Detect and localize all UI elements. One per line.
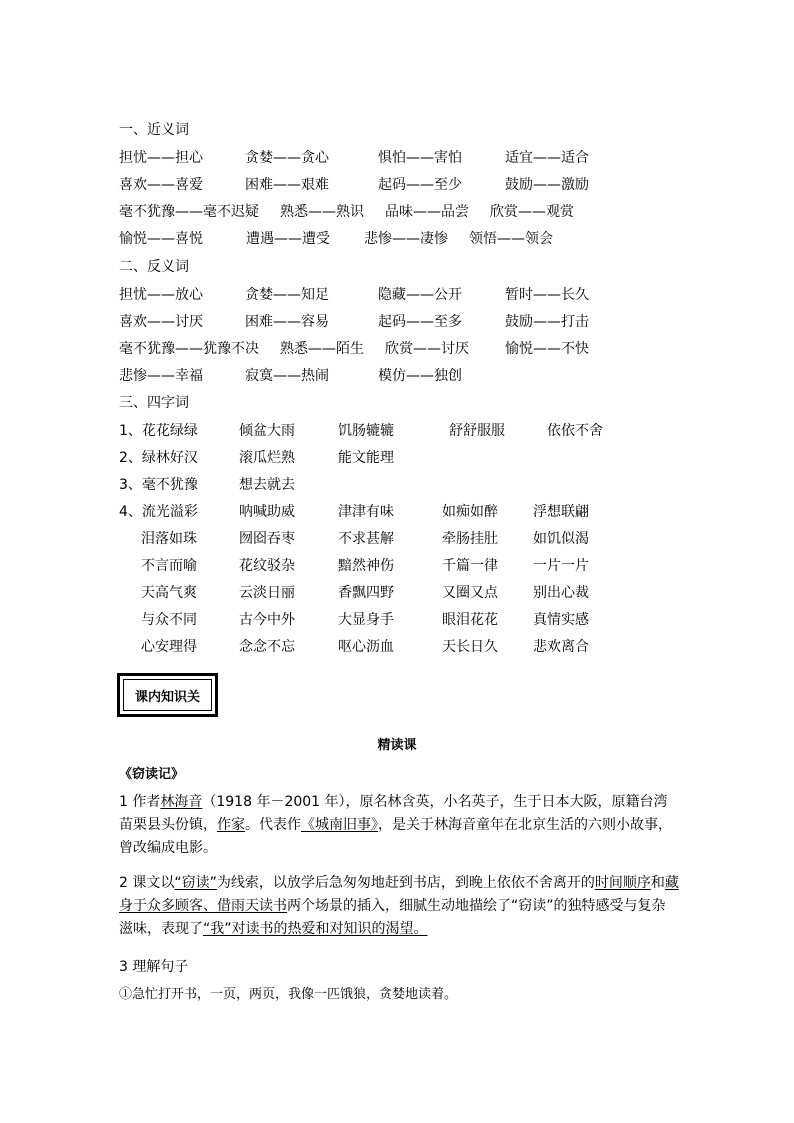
clue-term: “窃读” (174, 875, 217, 891)
idiom: 与众不同 (141, 612, 197, 628)
idiom: 2、绿林好汉 (119, 450, 198, 466)
idiom: 依依不舍 (547, 423, 603, 439)
idiom: 呕心沥血 (338, 639, 394, 655)
idiom: 古今中外 (239, 612, 295, 628)
synonym-pair: 欣赏——观赏 (490, 204, 574, 220)
idiom: 真情实感 (533, 612, 589, 628)
antonym-pair: 隐藏——公开 (378, 287, 462, 303)
idiom: 如痴如醉 (442, 504, 498, 520)
paragraph-summary: 2 课文以“窃读”为线索，以放学后急匆匆地赶到书店，到晚上依依不舍离开的时间顺序和藏身于众多顾客、借雨天读书两个场景的插入，细腻生动地描绘了“窃读”的独特感受与复杂滋味，表现了“我”对读书的热爱和对知识的渴望。 (119, 875, 679, 937)
synonym-pair: 领悟——领会 (469, 231, 553, 247)
idiom: 心安理得 (141, 639, 197, 655)
reading-title: 精读课 (377, 738, 417, 753)
synonym-pair: 毫不犹豫——毫不迟疑 (119, 204, 259, 220)
idiom: 念念不忘 (239, 639, 295, 655)
synonym-pair: 熟悉——熟识 (280, 204, 364, 220)
synonym-pair: 喜欢——喜爱 (119, 177, 203, 193)
synonym-pair: 起码——至少 (378, 177, 462, 193)
idiom: 眼泪花花 (442, 612, 498, 628)
masterpiece-title: 《城南旧事》 (301, 817, 378, 833)
idiom: 花纹驳杂 (239, 558, 295, 574)
synonym-pair: 悲惨——凄惨 (364, 231, 448, 247)
idiom: 3、毫不犹豫 (119, 477, 198, 493)
idiom: 津津有味 (338, 504, 394, 520)
idiom: 囫囵吞枣 (239, 531, 295, 547)
idiom: 香飘四野 (338, 585, 394, 601)
synonym-pair: 适宜——适合 (505, 150, 589, 166)
paragraph-author: 1 作者林海音（1918 年－2001 年），原名林含英，小名英子，生于日本大阪，原籍台湾苗栗县头份镇，作家。代表作《城南旧事》，是关于林海音童年在北京生活的六则小故事，曾改编成电影。 (119, 794, 672, 856)
synonym-pair: 品味——品尝 (385, 204, 469, 220)
idiom: 倾盆大雨 (239, 423, 295, 439)
theme-term: “我”对读书的热爱和对知识的渴望。 (203, 921, 428, 937)
idiom: 别出心裁 (533, 585, 589, 601)
synonym-pair: 遭遇——遭受 (246, 231, 330, 247)
synonym-pair: 担忧——担心 (119, 150, 203, 166)
antonym-pair: 困难——容易 (245, 314, 329, 330)
antonym-pair: 模仿——独创 (378, 368, 462, 384)
antonym-pair: 喜欢——讨厌 (119, 314, 203, 330)
antonym-pair: 熟悉——陌生 (280, 341, 364, 357)
idiom: 一片一片 (533, 558, 589, 574)
idiom: 千篇一律 (442, 558, 498, 574)
synonym-pair: 贪婪——贪心 (245, 150, 329, 166)
knowledge-box-label: 课内知识关 (123, 679, 212, 711)
idiom: 又圈又点 (442, 585, 498, 601)
synonym-pair: 惧怕——害怕 (378, 150, 462, 166)
antonym-pair: 悲惨——幸福 (119, 368, 203, 384)
idiom: 不求甚解 (338, 531, 394, 547)
idiom: 天高气爽 (141, 585, 197, 601)
idiom: 大显身手 (338, 612, 394, 628)
antonym-pair: 欣赏——讨厌 (385, 341, 469, 357)
idiom: 能文能理 (338, 450, 394, 466)
idiom: 呐喊助威 (239, 504, 295, 520)
antonyms-heading: 二、反义词 (119, 259, 189, 275)
sentence-item: ①急忙打开书，一页，两页，我像一匹饿狼，贪婪地读着。 (119, 987, 458, 1002)
idiom: 牵肠挂肚 (442, 531, 498, 547)
idioms-heading: 三、四字词 (119, 395, 189, 411)
synonym-pair: 鼓励——激励 (505, 177, 589, 193)
time-order-term: 时间顺序 (594, 875, 651, 891)
idiom: 悲欢离合 (533, 639, 589, 655)
author-name: 林海音 (160, 794, 203, 810)
synonym-pair: 愉悦——喜悦 (119, 231, 203, 247)
idiom: 4、流光溢彩 (119, 504, 198, 520)
idiom: 黯然神伤 (338, 558, 394, 574)
idiom: 舒舒服服 (449, 423, 505, 439)
author-role: 作家 (217, 817, 245, 833)
antonym-pair: 寂寞——热闹 (245, 368, 329, 384)
idiom: 1、花花绿绿 (119, 423, 198, 439)
antonym-pair: 贪婪——知足 (245, 287, 329, 303)
antonym-pair: 暂时——长久 (505, 287, 589, 303)
antonym-pair: 担忧——放心 (119, 287, 203, 303)
idiom: 如饥似渴 (533, 531, 589, 547)
idiom: 滚瓜烂熟 (239, 450, 295, 466)
scenes-term: 藏身于众多顾客、借雨天读书 (119, 875, 679, 914)
idiom: 饥肠辘辘 (338, 423, 394, 439)
antonym-pair: 毫不犹豫——犹豫不决 (119, 341, 259, 357)
understand-sentence-heading: 3 理解句子 (119, 959, 189, 975)
idiom: 想去就去 (239, 477, 295, 493)
idiom: 浮想联翩 (533, 504, 589, 520)
knowledge-box (117, 673, 218, 717)
synonyms-heading: 一、近义词 (119, 122, 189, 138)
book-title: 《窃读记》 (119, 767, 185, 782)
synonym-pair: 困难——艰难 (245, 177, 329, 193)
idiom: 云淡日丽 (239, 585, 295, 601)
idiom: 天长日久 (442, 639, 498, 655)
antonym-pair: 起码——至多 (378, 314, 462, 330)
idiom: 泪落如珠 (141, 531, 197, 547)
antonym-pair: 愉悦——不快 (505, 341, 589, 357)
antonym-pair: 鼓励——打击 (505, 314, 589, 330)
idiom: 不言而喻 (141, 558, 197, 574)
